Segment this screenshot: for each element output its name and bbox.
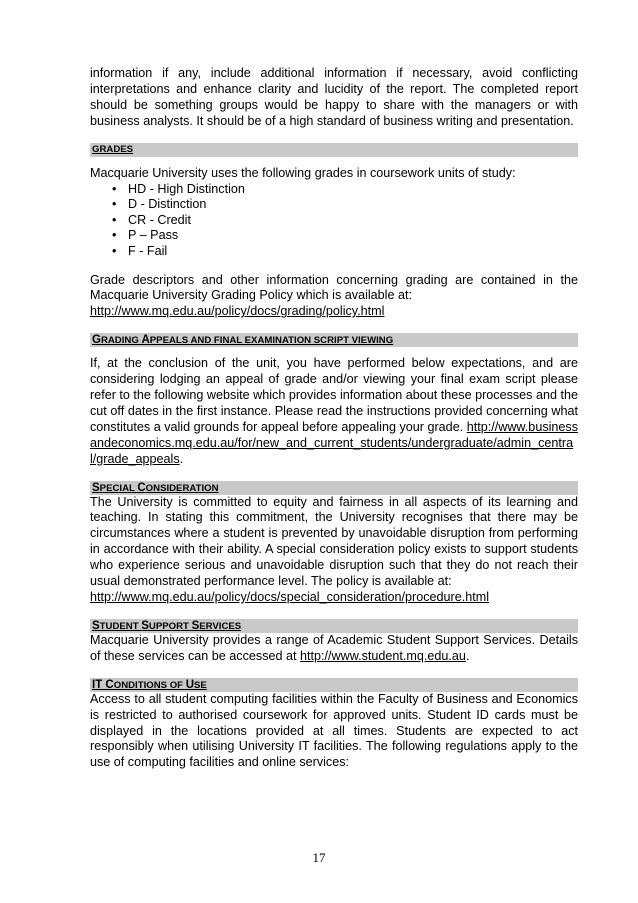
grades-heading: GRADES (90, 143, 578, 157)
student-support-paragraph: Macquarie University provides a range of Academic Student Support Services. Details of these services can be accessed at http://www.student.mq.edu.au. (90, 632, 578, 663)
bullet-icon: • (112, 212, 117, 227)
list-item: • D - Distinction (112, 197, 207, 212)
grades-list (90, 182, 578, 260)
student-support-link[interactable]: http://www.student.mq.edu.au (300, 648, 466, 663)
special-consideration-heading: SPECIAL CONSIDERATION (90, 481, 578, 495)
special-consideration-link[interactable]: http://www.mq.edu.au/policy/docs/special_consideration/procedure.html (90, 590, 490, 604)
document-page (90, 66, 578, 771)
intro-paragraph: information if any, include additional information if necessary, avoid conflicting interpretations and enhance clarity and lucidity of the report. The completed report should be something groups would be happy to share with the managers or with business analysts. It should be of a high standard of business writing and presentation. (90, 66, 578, 128)
appeals-heading: GRADING APPEALS AND FINAL EXAMINATION SCRIPT VIEWING (90, 333, 578, 347)
it-conditions-paragraph: Access to all student computing facilities within the Faculty of Business and Economics is restricted to authorised coursework for approved units. Student ID cards must be displayed in the locations provided at all times. Students are expected to act responsibly when utilising University IT facilities. The following regulations apply to the use of computing facilities and online services: (90, 691, 578, 770)
page-number: 17 (312, 850, 326, 865)
list-item: • CR - Credit (112, 212, 191, 227)
student-support-heading: STUDENT SUPPORT SERVICES (90, 619, 578, 633)
list-item: • P – Pass (112, 228, 179, 243)
list-item: • HD - High Distinction (112, 181, 245, 196)
bullet-icon: • (112, 181, 117, 196)
bullet-icon: • (112, 197, 117, 212)
grading-policy-link[interactable]: http://www.mq.edu.au/policy/docs/grading/policy.html (90, 304, 385, 319)
grade-appeals-link[interactable]: http://www.businessandeconomics.mq.edu.au/for/new_and_current_students/undergraduate/admin_central/grade_appeals (90, 419, 579, 466)
it-conditions-heading: IT CONDITIONS OF USE (90, 678, 578, 692)
list-item: • F - Fail (112, 243, 168, 258)
grades-lead: Macquarie University uses the following grades in coursework units of study: (90, 165, 516, 180)
appeals-paragraph: If, at the conclusion of the unit, you have performed below expectations, and are considering lodging an appeal of grade and/or viewing your final exam script please refer to the following website which provides information about these processes and the cut off dates in the first instance. Please read the instructions provided concerning what constitutes a valid grounds for appeal before appealing your grade. http://www.businessandeconomics.mq.edu.au/for/new_and_current_students/undergraduate/admin_central/grade_appeals. (90, 356, 579, 466)
bullet-icon: • (112, 228, 117, 243)
bullet-icon: • (112, 243, 117, 258)
grades-descriptor: Grade descriptors and other information concerning grading are contained in the Macquarie University Grading Policy which is available at: http://www.mq.edu.au/policy/docs/grading/policy.html (90, 272, 578, 319)
special-consideration-paragraph: The University is committed to equity and fairness in all aspects of its learning and teaching. In stating this commitment, the University recognises that there may be circumstances where a student is prevented by unavoidable disruption from performing in accordance with their ability. A special consideration policy exists to support students who experience serious and unavoidable disruption such that they do not reach their usual demonstrated performance level. The policy is available at: http://www.mq.edu.au/policy/docs/special_consideration/procedure.html (90, 494, 578, 604)
